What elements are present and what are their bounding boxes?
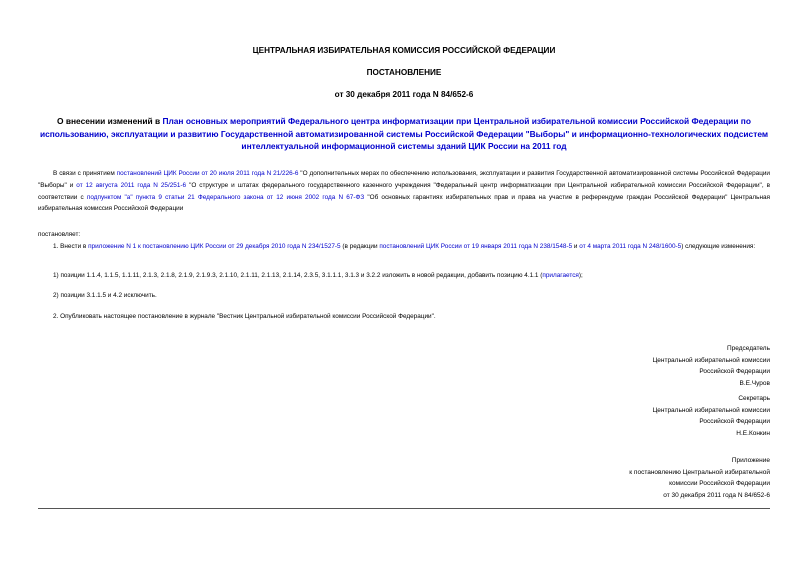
appendix-label: Приложение [731, 457, 770, 464]
commission-heading: ЦЕНТРАЛЬНАЯ ИЗБИРАТЕЛЬНАЯ КОМИССИЯ РОССИЙСКОЙ ФЕДЕРАЦИИ [252, 46, 556, 55]
preamble-link-3[interactable]: подпунктом "а" пункта 9 статьи 21 Федерального закона от 12 июня 2002 года N 67-ФЗ [86, 193, 365, 201]
appendix-line-3: от 30 декабря 2011 года N 84/652-6 [663, 491, 770, 499]
sub-item-2: 2) позиции 3.1.1.5 и 4.2 исключить. [53, 292, 157, 299]
title-plan-link[interactable]: План основных мероприятий Федерального центра информатизации при Центральной избирательной комиссии Российской Федерации по использованию, эксплуатации и развитию Государственной автоматизированной системы Российской Федерации "Выборы" и информационно-технологических подсистем интеллектуальной информационной системы зданий ЦИК России на 2011 год [39, 116, 769, 151]
item-1-paragraph [38, 241, 770, 253]
item1-text-1: 1. Внести в [53, 243, 89, 250]
chairman-name: В.Е.Чуров [739, 379, 770, 387]
item-2-paragraph: 2. Опубликовать настоящее постановление в журнале "Вестник Центральной избирательной комиссии Российской Федерации". [53, 313, 436, 320]
preamble-link-2[interactable]: от 12 августа 2011 года N 25/251-6 [76, 181, 187, 189]
secretary-name: Н.Е.Конкин [736, 429, 770, 437]
document-title [38, 115, 770, 153]
item1-text-2: (в редакции [340, 243, 380, 250]
preamble-link-1[interactable]: постановлений ЦИК России от 20 июля 2011 года N 21/226-6 [116, 170, 299, 177]
page-divider [38, 508, 770, 509]
secretary-role: Секретарь [738, 395, 770, 402]
secretary-org-2: Российской Федерации [699, 418, 770, 425]
sub-item-1 [38, 270, 770, 282]
resolves-line: постановляет: [38, 231, 81, 238]
item1-link-1[interactable]: приложение N 1 к постановлению ЦИК России от 29 декабря 2010 года N 234/1527-5 [88, 243, 341, 250]
item1-link-3[interactable]: от 4 марта 2011 года N 248/1600-5 [579, 243, 682, 250]
preamble-text-4: "Об основных гарантиях избирательных прав и права на участие в референдуме граждан Российской Федерации" Центральная избирательная комиссия Российской Федерации [38, 193, 770, 213]
chairman-org-1: Центральной избирательной комиссии [652, 356, 770, 364]
chairman-org-2: Российской Федерации [699, 368, 770, 375]
preamble-text-2: "О дополнительных мерах по обеспечению использования, эксплуатации и развития Государственной автоматизированной системы Российской Федерации "Выборы" и [38, 170, 770, 189]
document-type: ПОСТАНОВЛЕНИЕ [366, 68, 442, 77]
appendix-line-2: комиссии Российской Федерации [669, 480, 770, 487]
appendix-line-1: к постановлению Центральной избирательной [629, 468, 770, 476]
item1-text-3: и [572, 243, 580, 250]
title-prefix: О внесении изменений в [57, 116, 163, 126]
document-page [38, 0, 770, 571]
chairman-role: Председатель [726, 345, 770, 352]
sub1-attached-link[interactable]: прилагается [542, 272, 579, 279]
document-date-number: от 30 декабря 2011 года N 84/652-6 [334, 90, 474, 99]
chairman-signature [530, 343, 770, 389]
item1-link-2[interactable]: постановлений ЦИК России от 19 января 2011 года N 238/1548-5 [379, 243, 573, 250]
appendix-note [530, 455, 770, 501]
secretary-signature [530, 393, 770, 439]
item1-text-4: ) следующие изменения: [681, 243, 756, 250]
sub1-text-1: 1) позиции 1.1.4, 1.1.5, 1.1.11, 2.1.3, 2.1.8, 2.1.9, 2.1.9.3, 2.1.10, 2.1.11, 2.1.13, 2.1.14, 2.3.5, 3.1.1.1, 3.1.3 и 3.2.2 изложить в новой редакции, добавить позицию 4.1.1 ( [53, 272, 543, 279]
sub1-text-2: ); [578, 272, 583, 279]
secretary-org-1: Центральной избирательной комиссии [652, 406, 770, 414]
preamble-text-3: "О структуре и штатах федерального государственного казенного учреждения "Федеральный центр информатизации при Центральной избирательной комиссии Российской Федерации", в соответствии с [38, 181, 770, 201]
preamble-paragraph [38, 168, 770, 215]
preamble-text-1: В связи с принятием [53, 170, 117, 177]
